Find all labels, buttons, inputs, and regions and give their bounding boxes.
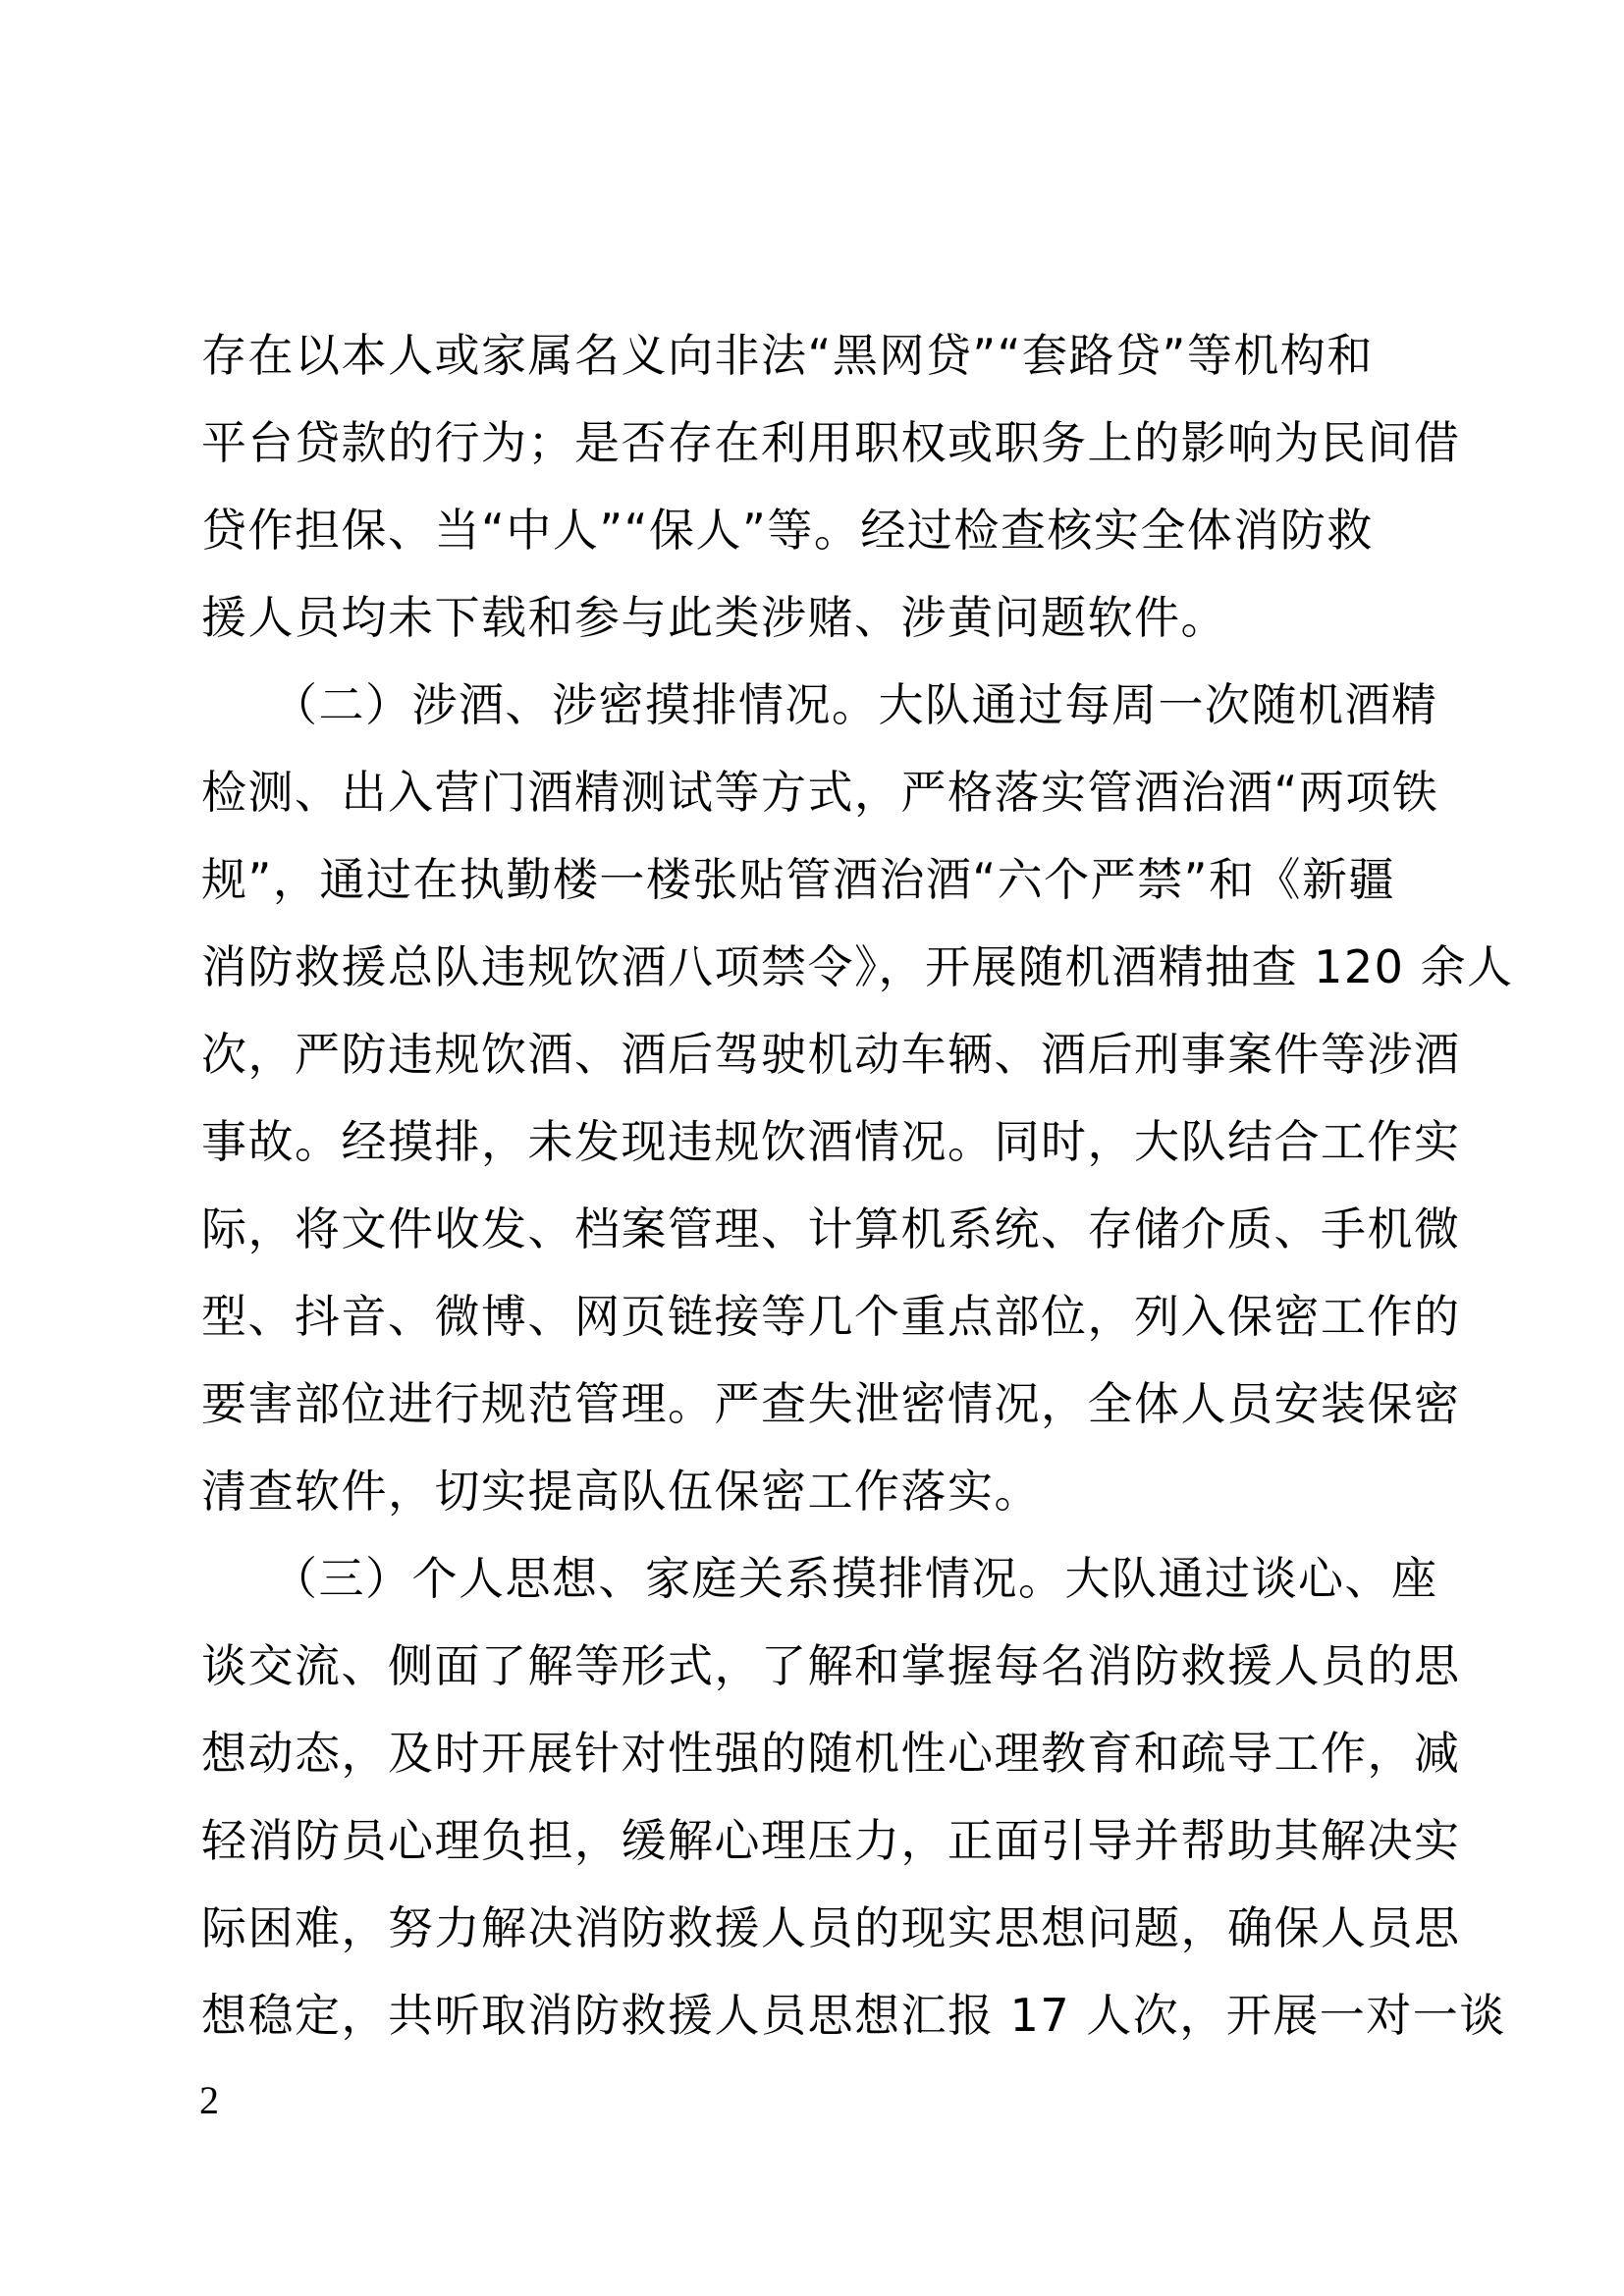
text-line: 谈交流、侧面了解等形式，了解和掌握每名消防救援人员的思 — [201, 1639, 1461, 1692]
text-line: 事故。经摸排，未发现违规饮酒情况。同时，大队结合工作实 — [201, 1115, 1461, 1168]
text-line: 际，将文件收发、档案管理、计算机系统、存储介质、手机微 — [201, 1202, 1461, 1255]
text-line: 平台贷款的行为；是否存在利用职权或职务上的影响为民间借 — [201, 416, 1461, 469]
text-line: 规”，通过在执勤楼一楼张贴管酒治酒“六个严禁”和《新疆 — [201, 853, 1395, 906]
text-line: 轻消防员心理负担，缓解心理压力，正面引导并帮助其解决实 — [201, 1814, 1461, 1867]
page-number: 2 — [199, 2078, 219, 2122]
text-line: 想动态，及时开展针对性强的随机性心理教育和疏导工作，减 — [201, 1727, 1461, 1780]
text-line: 消防救援总队违规饮酒八项禁令》，开展随机酒精抽查 120 余人 — [201, 940, 1514, 993]
text-line: 型、抖音、微博、网页链接等几个重点部位，列入保密工作的 — [201, 1290, 1461, 1343]
text-line: 存在以本人或家属名义向非法“黑网贷”“套路贷”等机构和 — [201, 329, 1374, 382]
text-line: 要害部位进行规范管理。严查失泄密情况，全体人员安装保密 — [201, 1377, 1461, 1430]
body-text — [201, 312, 1514, 2059]
text-line: 援人员均未下载和参与此类涉赌、涉黄问题软件。 — [201, 591, 1227, 644]
section-heading-line: （二）涉酒、涉密摸排情况。大队通过每周一次随机酒精 — [201, 678, 1438, 731]
text-line: 清查软件，切实提高队伍保密工作落实。 — [201, 1465, 1041, 1518]
text-line: 想稳定，共听取消防救援人员思想汇报 17 人次，开展一对一谈 — [201, 1989, 1506, 2042]
text-line: 际困难，努力解决消防救援人员的现实思想问题，确保人员思 — [201, 1901, 1461, 1954]
section-heading-line: （三）个人思想、家庭关系摸排情况。大队通过谈心、座 — [201, 1552, 1438, 1605]
text-line: 次，严防违规饮酒、酒后驾驶机动车辆、酒后刑事案件等涉酒 — [201, 1028, 1461, 1081]
text-line: 贷作担保、当“中人”“保人”等。经过检查核实全体消防救 — [201, 504, 1374, 557]
text-line: 检测、出入营门酒精测试等方式，严格落实管酒治酒“两项铁 — [201, 766, 1439, 819]
